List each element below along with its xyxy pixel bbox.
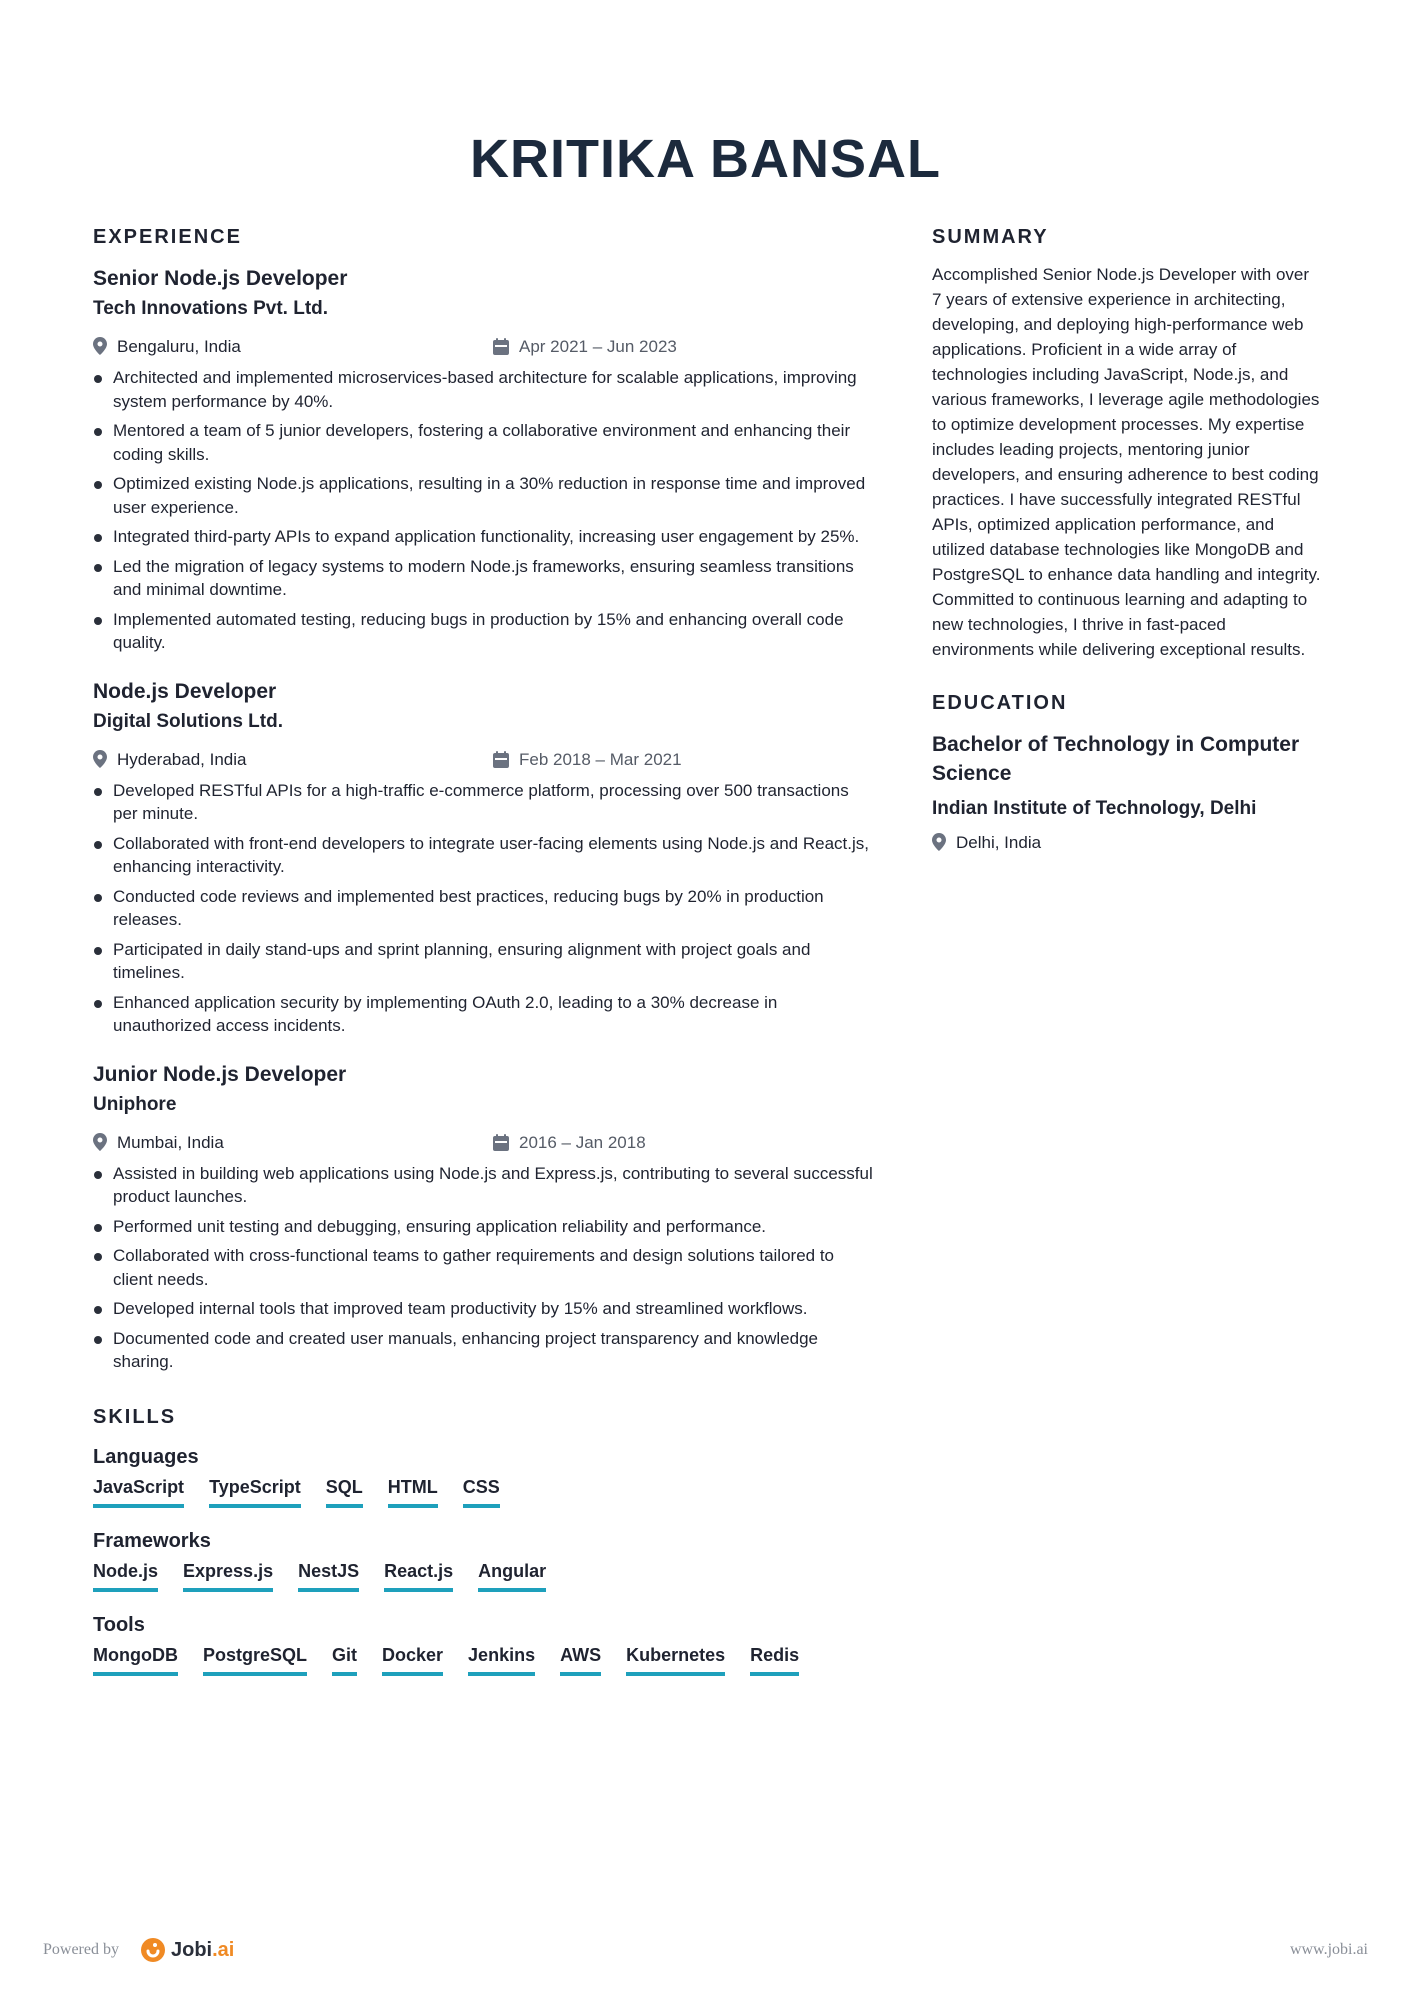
job-location [93, 332, 241, 362]
job-company: Tech Innovations Pvt. Ltd. [93, 298, 329, 319]
skills-section [93, 1404, 873, 1676]
job-entry [93, 264, 873, 655]
job-company: Uniphore [93, 1093, 177, 1115]
skill-tag: Redis [750, 1642, 799, 1676]
left-column [93, 224, 873, 1676]
jobi-logo-icon [140, 1937, 166, 1963]
skill-tag: Git [332, 1642, 357, 1676]
skill-tag: CSS [463, 1474, 500, 1508]
skills-heading: SKILLS [93, 1405, 177, 1428]
job-bullet: Assisted in building web applications using Node.js and Express.js, contributing to several successful product launches. [93, 1162, 873, 1209]
skill-tags [93, 1642, 873, 1676]
map-pin-icon [93, 1133, 107, 1151]
education-location-text: Delhi, India [956, 833, 1042, 852]
jobi-logo-text [171, 1939, 234, 1962]
job-title: Node.js Developer [93, 679, 277, 703]
jobi-logo[interactable] [140, 1934, 234, 1966]
job-title: Junior Node.js Developer [93, 1062, 347, 1086]
skill-group-title: Languages [93, 1445, 199, 1468]
skill-tag: HTML [388, 1474, 438, 1508]
calendar-icon [493, 338, 509, 355]
job-bullet: Mentored a team of 5 junior developers, fostering a collaborative environment and enhancing their coding skills. [93, 419, 873, 466]
job-bullet: Developed internal tools that improved team productivity by 15% and streamlined workflows. [93, 1297, 873, 1321]
map-pin-icon [93, 750, 107, 768]
job-dates-text: Apr 2021 – Jun 2023 [519, 337, 677, 356]
skill-tag: AWS [560, 1642, 601, 1676]
job-bullets [93, 366, 873, 655]
job-location-text: Hyderabad, India [117, 749, 247, 769]
job-bullets [93, 779, 873, 1038]
map-pin-icon [93, 337, 107, 355]
skill-group-title: Frameworks [93, 1529, 211, 1552]
skill-tag: React.js [384, 1558, 453, 1592]
candidate-name: KRITIKA BANSAL [470, 129, 941, 189]
job-location-text: Bengaluru, India [117, 337, 241, 356]
education-degree: Bachelor of Technology in Computer Science [932, 733, 1300, 785]
job-company: Digital Solutions Ltd. [93, 710, 283, 732]
skill-group-frameworks [93, 1526, 873, 1592]
job-location [93, 745, 246, 775]
summary-text: Accomplished Senior Node.js Developer with over 7 years of extensive experience in architecting, developing, and deploying high-performance web applications. Proficient in a wide array of technologies including JavaScript, Node.js, and various frameworks, I leverage agile methodologies to optimize development processes. My expertise includes leading projects, mentoring junior developers, and ensuring adherence to best coding practices. I have successfully integrated RESTful APIs, optimized application performance, and utilized database technologies like MongoDB and PostgreSQL to enhance data handling and integrity. Committed to continuous learning and adapting to new technologies, I thrive in fast-paced environments while delivering exceptional results. [932, 265, 1321, 659]
job-bullet: Led the migration of legacy systems to modern Node.js frameworks, ensuring seamless transitions and minimal downtime. [93, 555, 873, 602]
job-location [93, 1128, 224, 1158]
skill-tag: Docker [382, 1642, 443, 1676]
experience-heading: EXPERIENCE [93, 226, 242, 248]
job-meta [93, 745, 873, 775]
calendar-icon [493, 751, 509, 768]
skill-tag: TypeScript [209, 1474, 301, 1508]
jobi-logo-text-accent: .ai [212, 1938, 235, 1961]
skill-tag: Jenkins [468, 1642, 535, 1676]
job-bullet: Enhanced application security by implementing OAuth 2.0, leading to a 30% decrease in unauthorized access incidents. [93, 991, 873, 1038]
right-column [932, 224, 1322, 858]
job-entry [93, 1060, 873, 1374]
skill-tag: JavaScript [93, 1474, 184, 1508]
education-section [932, 690, 1322, 858]
skill-tag: PostgreSQL [203, 1642, 307, 1676]
job-bullet: Performed unit testing and debugging, ensuring application reliability and performance. [93, 1215, 873, 1239]
skill-tag: Kubernetes [626, 1642, 725, 1676]
skill-tags [93, 1474, 873, 1508]
job-bullet: Documented code and created user manuals, enhancing project transparency and knowledge sharing. [93, 1327, 873, 1374]
job-location-text: Mumbai, India [117, 1132, 224, 1152]
skill-group-languages [93, 1442, 873, 1508]
job-bullet: Participated in daily stand-ups and sprint planning, ensuring alignment with project goals and timelines. [93, 938, 873, 985]
job-meta [93, 1128, 873, 1158]
job-bullet: Collaborated with cross-functional teams to gather requirements and design solutions tailored to client needs. [93, 1244, 873, 1291]
skill-tags [93, 1558, 873, 1592]
job-bullet: Implemented automated testing, reducing bugs in production by 15% and enhancing overall code quality. [93, 608, 873, 655]
powered-by-label: Powered by [43, 1941, 119, 1958]
skill-tag: Angular [478, 1558, 546, 1592]
job-bullet: Conducted code reviews and implemented best practices, reducing bugs by 20% in production releases. [93, 885, 873, 932]
job-bullet: Collaborated with front-end developers to integrate user-facing elements using Node.js and React.js, enhancing interactivity. [93, 832, 873, 879]
summary-heading: SUMMARY [932, 226, 1049, 248]
job-dates [493, 745, 682, 775]
footer-url-link[interactable]: www.jobi.ai [1289, 1941, 1368, 1958]
job-bullet: Architected and implemented microservices-based architecture for scalable applications, improving system performance by 40%. [93, 366, 873, 413]
jobi-logo-text-main: Jobi [171, 1938, 213, 1961]
calendar-icon [493, 1134, 509, 1151]
skill-tag: NestJS [298, 1558, 359, 1592]
education-heading: EDUCATION [932, 692, 1068, 714]
skill-tag: Node.js [93, 1558, 158, 1592]
job-entry [93, 677, 873, 1038]
job-bullet: Optimized existing Node.js applications, resulting in a 30% reduction in response time and improved user experience. [93, 472, 873, 519]
education-location [932, 828, 1322, 858]
job-bullet: Developed RESTful APIs for a high-traffic e-commerce platform, processing over 500 transactions per minute. [93, 779, 873, 826]
job-dates [493, 332, 677, 362]
skill-group-tools [93, 1610, 873, 1676]
education-school: Indian Institute of Technology, Delhi [932, 798, 1257, 819]
skill-tag: MongoDB [93, 1642, 178, 1676]
map-pin-icon [932, 833, 946, 851]
job-bullet: Integrated third-party APIs to expand application functionality, increasing user engagement by 25%. [93, 525, 873, 549]
job-dates-text: 2016 – Jan 2018 [519, 1132, 646, 1152]
skill-tag: Express.js [183, 1558, 273, 1592]
job-dates [493, 1128, 646, 1158]
job-meta [93, 332, 873, 362]
job-dates-text: Feb 2018 – Mar 2021 [519, 749, 682, 769]
job-bullets [93, 1162, 873, 1374]
skill-group-title: Tools [93, 1613, 145, 1636]
job-title: Senior Node.js Developer [93, 267, 348, 290]
skill-tag: SQL [326, 1474, 363, 1508]
